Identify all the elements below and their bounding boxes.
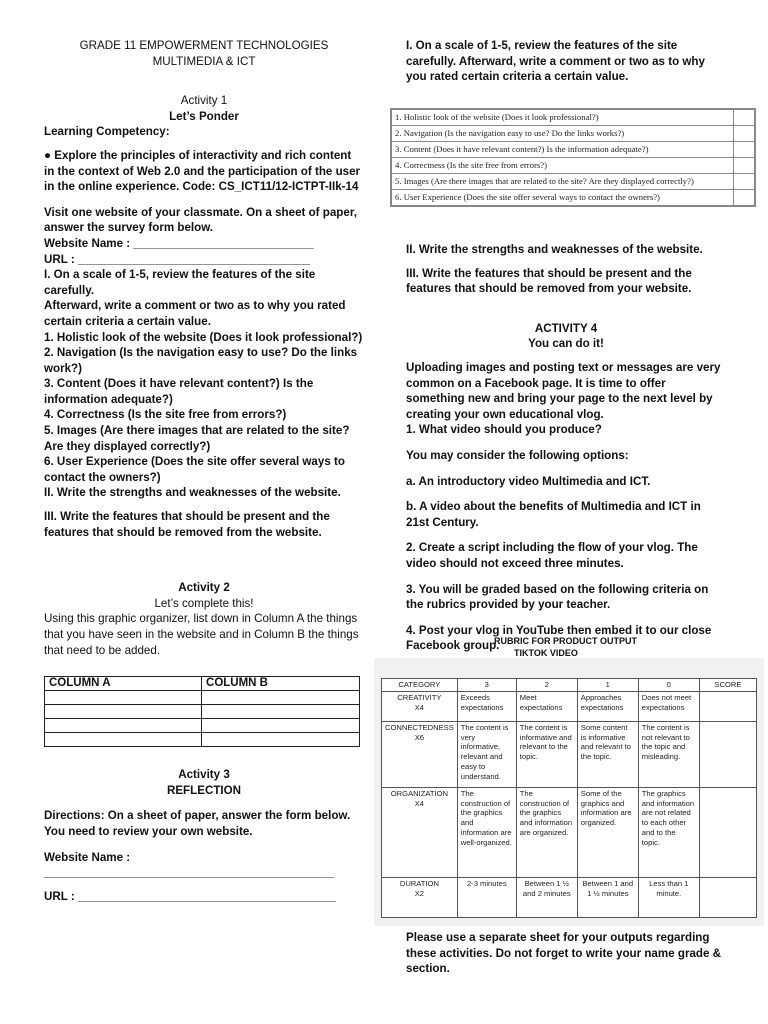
left-column — [44, 38, 364, 904]
table-cell — [734, 174, 755, 190]
criterion-5: 5. Images (Are there images that are related to the site? Are they displayed correctly?) — [44, 424, 350, 453]
table-cell — [202, 719, 360, 733]
rubric-cell: Some content is informative and relevant to the topic. — [577, 721, 638, 787]
table-row — [392, 190, 755, 206]
option-a: a. An introductory video Multimedia and ICT. — [406, 474, 651, 488]
table-row — [392, 174, 755, 190]
table-row — [45, 733, 360, 747]
header-line-2: MULTIMEDIA & ICT — [152, 54, 256, 68]
column-b-header: COLUMN B — [202, 677, 360, 691]
activity3-website-name: Website Name : — [44, 850, 131, 864]
activity1-title: Activity 1 — [180, 94, 228, 108]
activity4-question-2: 2. Create a script including the flow of your vlog. The video should not exceed three minutes. — [406, 541, 698, 570]
table-row — [392, 110, 755, 126]
criterion-1: 1. Holistic look of the website (Does it look professional?) — [44, 330, 363, 344]
competency-text: ● Explore the principles of interactivity and rich content in the context of Web 2.0 and the participation of the user in the online experience. Code: CS_ICT11/12-ICTPT-IIk-14 — [44, 148, 361, 194]
rubric-header-2: 2 — [516, 679, 577, 692]
rubric-header-3: 3 — [457, 679, 516, 692]
rubric-category — [382, 787, 458, 877]
table-cell — [45, 719, 202, 733]
rubric-cell: The construction of the graphics and information are well-organized. — [457, 787, 516, 877]
option-b: b. A video about the benefits of Multimedia and ICT in 21st Century. — [406, 500, 701, 529]
table-cell — [45, 691, 202, 705]
rubric-score-cell — [699, 787, 756, 877]
rubric-category — [382, 691, 458, 721]
rubric-header-category: CATEGORY — [382, 679, 458, 692]
table-cell — [734, 158, 755, 174]
rubric-title: RUBRIC FOR PRODUCT OUTPUT — [494, 636, 637, 646]
column-a-header: COLUMN A — [45, 677, 202, 691]
review-criterion-2: 2. Navigation (Is the navigation easy to use? Do the links works?) — [392, 126, 734, 142]
right-part-2: II. Write the strengths and weaknesses of the website. — [406, 243, 703, 256]
rubric-category — [382, 877, 458, 917]
activity4-title: ACTIVITY 4 — [534, 321, 598, 335]
activity3-website-line: _____________________________________________ — [44, 866, 335, 880]
options-intro: You may consider the following options: — [406, 448, 629, 462]
rubric-table — [381, 678, 757, 918]
rubric-cell: Does not meet expectations — [638, 691, 699, 721]
rubric-header-1: 1 — [577, 679, 638, 692]
category-name: DURATION — [399, 878, 439, 888]
footer-note: Please use a separate sheet for your outputs regarding these activities. Do not forget to write your name grade & section. — [406, 931, 722, 976]
table-row — [45, 719, 360, 733]
column-organizer-table — [44, 676, 360, 747]
criterion-2: 2. Navigation (Is the navigation easy to use? Do the links work?) — [44, 346, 358, 375]
table-row — [382, 877, 757, 917]
activity4-question-1: 1. What video should you produce? — [406, 423, 602, 437]
table-row — [382, 679, 757, 692]
rubric-cell: Some of the graphics and information are organized. — [577, 787, 638, 877]
table-row — [45, 705, 360, 719]
visit-instructions: Visit one website of your classmate. On a sheet of paper, answer the survey form below. — [44, 205, 357, 235]
rubric-cell: Less than 1 minute. — [638, 877, 699, 917]
review-table-image — [390, 108, 756, 207]
review-criterion-4: 4. Correctness (Is the site free from errors?) — [392, 158, 734, 174]
table-row — [382, 691, 757, 721]
review-criterion-1: 1. Holistic look of the website (Does it look professional?) — [392, 110, 734, 126]
right-part-3: III. Write the features that should be present and the features that should be removed from your website. — [406, 266, 692, 296]
url-field: URL : ____________________________________ — [44, 252, 311, 266]
category-weight: X2 — [414, 888, 425, 898]
table-cell — [202, 691, 360, 705]
header-line-1: GRADE 11 EMPOWERMENT TECHNOLOGIES — [79, 39, 329, 52]
rubric-cell: Between 1 ½ and 2 minutes — [516, 877, 577, 917]
category-name: CREATIVITY — [397, 692, 442, 702]
activity4-question-3: 3. You will be graded based on the following criteria on the rubrics provided by your teacher. — [406, 582, 709, 612]
rubric-header-0: 0 — [638, 679, 699, 692]
rubric-cell: Between 1 and 1 ½ minutes — [577, 877, 638, 917]
table-cell — [734, 110, 755, 126]
table-row — [392, 126, 755, 142]
rubric-cell: The graphics and information are not related to each other and to the topic. — [638, 787, 699, 877]
table-cell — [734, 142, 755, 158]
table-cell — [734, 190, 755, 206]
category-weight: X4 — [414, 702, 425, 712]
part-3-instruction: III. Write the features that should be present and the features that should be removed from the website. — [44, 510, 330, 539]
activity4-subtitle: You can do it! — [528, 337, 604, 351]
rubric-cell: Exceeds expectations — [457, 691, 516, 721]
activity1-subtitle: Let’s Ponder — [169, 109, 239, 123]
rubric-score-cell — [699, 877, 756, 917]
category-weight: X4 — [414, 798, 425, 808]
activity3-title: Activity 3 — [178, 768, 230, 782]
table-row — [382, 721, 757, 787]
table-row — [382, 787, 757, 877]
table-row — [45, 677, 360, 691]
table-row — [392, 142, 755, 158]
right-column-footer — [406, 930, 726, 977]
activity2-title: Activity 2 — [178, 581, 230, 595]
website-name-field: Website Name : ____________________________ — [44, 236, 314, 250]
right-scale-instruction: I. On a scale of 1-5, review the features of the site carefully. Afterward, write a comment or two as to why you rated certain criteria a certain value. — [406, 39, 705, 84]
table-row — [45, 691, 360, 705]
review-criterion-6: 6. User Experience (Does the site offer several ways to contact the owners?) — [392, 190, 734, 206]
rubric-cell: Approaches expectations — [577, 691, 638, 721]
table-cell — [45, 733, 202, 747]
table-cell — [202, 705, 360, 719]
competency-label: Learning Competency: — [44, 125, 170, 139]
rubric-cell: The content is informative and relevant to the topic. — [516, 721, 577, 787]
rubric-score-cell — [699, 721, 756, 787]
review-criterion-3: 3. Content (Does it have relevant content?) Is the information adequate?) — [392, 142, 734, 158]
part-2-instruction: II. Write the strengths and weaknesses of the website. — [44, 486, 341, 500]
table-cell — [202, 733, 360, 747]
activity3-url: URL : ________________________________________ — [44, 889, 336, 903]
category-name: ORGANIZATION — [390, 788, 449, 798]
rubric-subtitle: TIKTOK VIDEO — [514, 648, 578, 658]
rubric-category — [382, 721, 458, 787]
rubric-score-cell — [699, 691, 756, 721]
category-name: CONNECTEDNESS — [385, 722, 454, 732]
table-cell — [45, 705, 202, 719]
rubric-cell: The content is very informative, relevant and easy to understand. — [457, 721, 516, 787]
activity4-question-4: 4. Post your vlog in YouTube then embed it to our close Facebook group. — [406, 623, 712, 653]
right-column-middle — [406, 242, 726, 654]
review-table — [391, 109, 755, 206]
activity4-intro: Uploading images and posting text or messages are very common on a Facebook page. It is time to offer something new and bring your page to the next level by creating your own educational vlog. — [406, 360, 721, 421]
rubric-cell: The content is not relevant to the topic and misleading. — [638, 721, 699, 787]
category-weight: X6 — [414, 732, 425, 742]
activity3-directions: Directions: On a sheet of paper, answer the form below. You need to review your own website. — [44, 809, 351, 838]
comment-instruction: Afterward, write a comment or two as to why you rated certain criteria a certain value. — [44, 299, 346, 328]
activity2-subtitle: Let’s complete this! — [154, 596, 254, 610]
table-cell — [734, 126, 755, 142]
activity3-subtitle: REFLECTION — [166, 783, 242, 797]
review-criterion-5: 5. Images (Are there images that are related to the site? Are they displayed correctly?) — [392, 174, 734, 190]
criterion-6: 6. User Experience (Does the site offer several ways to contact the owners?) — [44, 455, 345, 484]
rubric-header-score: SCORE — [699, 679, 756, 692]
rubric-cell: The construction of the graphics and information are organized. — [516, 787, 577, 877]
scale-instruction: I. On a scale of 1-5, review the features of the site carefully. — [44, 268, 316, 297]
right-column-top — [406, 38, 726, 85]
criterion-4: 4. Correctness (Is the site free from errors?) — [44, 408, 287, 422]
rubric-cell: Meet expectations — [516, 691, 577, 721]
rubric-cell: 2-3 minutes — [457, 877, 516, 917]
table-row — [392, 158, 755, 174]
activity2-body: Using this graphic organizer, list down in Column A the things that you have seen in the website and in Column B the things that need to be added. — [44, 612, 359, 657]
criterion-3: 3. Content (Does it have relevant content?) Is the information adequate?) — [44, 377, 314, 406]
